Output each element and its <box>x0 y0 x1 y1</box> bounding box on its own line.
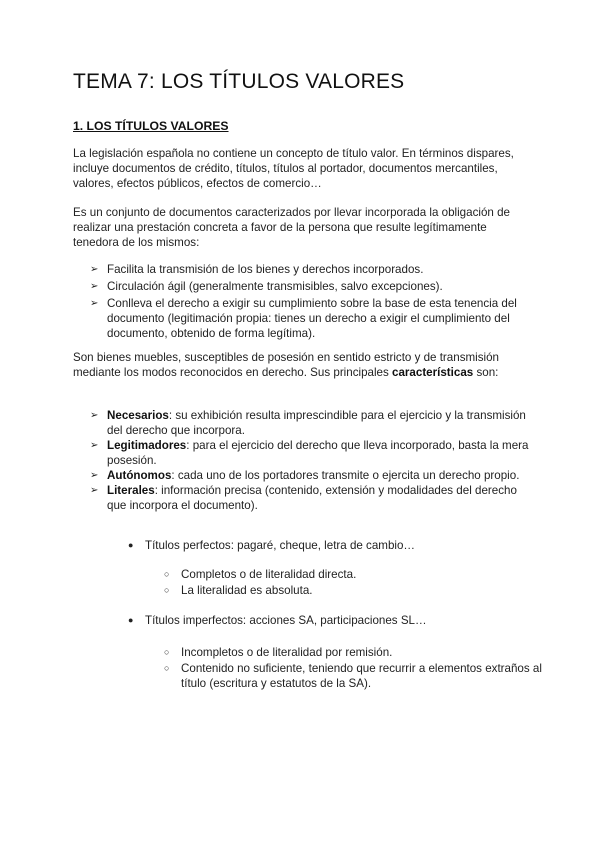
characteristic-term: Legitimadores <box>107 439 187 452</box>
dot-bullet-icon: ● <box>128 615 134 625</box>
section-heading: 1. LOS TÍTULOS VALORES <box>73 119 229 133</box>
list-item <box>90 468 530 483</box>
circle-bullet-icon: ○ <box>164 663 170 673</box>
arrow-bullet-icon: ➢ <box>90 264 99 275</box>
list-item <box>164 583 544 598</box>
characteristic-term: Autónomos <box>107 469 172 482</box>
list-item-text: Completos o de literalidad directa. <box>181 568 357 581</box>
perfect-titles-item <box>128 538 415 553</box>
list-item <box>164 645 544 660</box>
imperfect-titles-item <box>128 613 427 628</box>
list-item <box>164 661 544 691</box>
arrow-bullet-icon: ➢ <box>90 470 99 481</box>
arrow-bullet-icon: ➢ <box>90 298 99 309</box>
list-item-text: Contenido no suficiente, teniendo que recurrir a elementos extraños al título (escritura y estatutos de la SA). <box>181 662 542 690</box>
arrow-bullet-icon: ➢ <box>90 410 99 421</box>
characteristic-text: : su exhibición resulta imprescindible para el ejercicio y la transmisión del derecho que incorpora. <box>107 409 526 437</box>
list-item <box>90 438 530 468</box>
characteristics-intro-end: son: <box>473 366 499 379</box>
circle-bullet-icon: ○ <box>164 585 170 595</box>
list-item <box>90 262 530 277</box>
list-item-text: Facilita la transmisión de los bienes y derechos incorporados. <box>107 263 424 276</box>
characteristic-term: Literales <box>107 484 155 497</box>
functions-list <box>90 262 530 343</box>
arrow-bullet-icon: ➢ <box>90 440 99 451</box>
intro-paragraph: La legislación española no contiene un concepto de título valor. En términos dispares, incluye documentos de crédito, títulos, títulos al portador, documentos mercantiles, valores, efectos públicos, efectos de comercio… <box>73 147 514 190</box>
characteristic-text: : información precisa (contenido, extensión y modalidades del derecho que incorpora el documento). <box>107 484 517 512</box>
arrow-bullet-icon: ➢ <box>90 281 99 292</box>
list-item-text: Circulación ágil (generalmente transmisibles, salvo excepciones). <box>107 280 443 293</box>
characteristics-list <box>90 408 530 513</box>
list-item-text: Incompletos o de literalidad por remisión. <box>181 646 393 659</box>
list-item <box>90 296 530 341</box>
dot-bullet-icon: ● <box>128 540 134 550</box>
perfect-titles-list <box>164 567 544 599</box>
characteristics-intro-paragraph <box>73 350 523 380</box>
list-item <box>90 279 530 294</box>
characteristics-intro-start: Son bienes muebles, susceptibles de posesión en sentido estricto y de transmisión mediante los modos reconocidos en derecho. Sus principales <box>73 351 499 379</box>
characteristic-text: : para el ejercicio del derecho que lleva incorporado, basta la mera posesión. <box>107 439 529 467</box>
characteristic-term: Necesarios <box>107 409 169 422</box>
characteristics-keyword: características <box>392 366 474 379</box>
arrow-bullet-icon: ➢ <box>90 485 99 496</box>
list-item <box>90 483 530 513</box>
imperfect-titles-list <box>164 645 544 692</box>
list-item <box>90 408 530 438</box>
list-item <box>164 567 544 582</box>
circle-bullet-icon: ○ <box>164 647 170 657</box>
characteristic-text: : cada uno de los portadores transmite o ejercita un derecho propio. <box>171 469 520 482</box>
list-item-text: Conlleva el derecho a exigir su cumplimiento sobre la base de esta tenencia del documento (legitimación propia: tienes un derecho a exigir el cumplimiento del documento, obtenido de forma legítima). <box>107 297 517 340</box>
perfect-titles-label: Títulos perfectos: pagaré, cheque, letra de cambio… <box>145 539 416 552</box>
imperfect-titles-label: Títulos imperfectos: acciones SA, participaciones SL… <box>145 614 427 627</box>
definition-paragraph: Es un conjunto de documentos caracterizados por llevar incorporada la obligación de realizar una prestación concreta a favor de la persona que resulte legítimamente tenedora de los mismos: <box>73 206 510 249</box>
page-title: TEMA 7: LOS TÍTULOS VALORES <box>73 70 405 93</box>
list-item-text: La literalidad es absoluta. <box>181 584 313 597</box>
circle-bullet-icon: ○ <box>164 569 170 579</box>
